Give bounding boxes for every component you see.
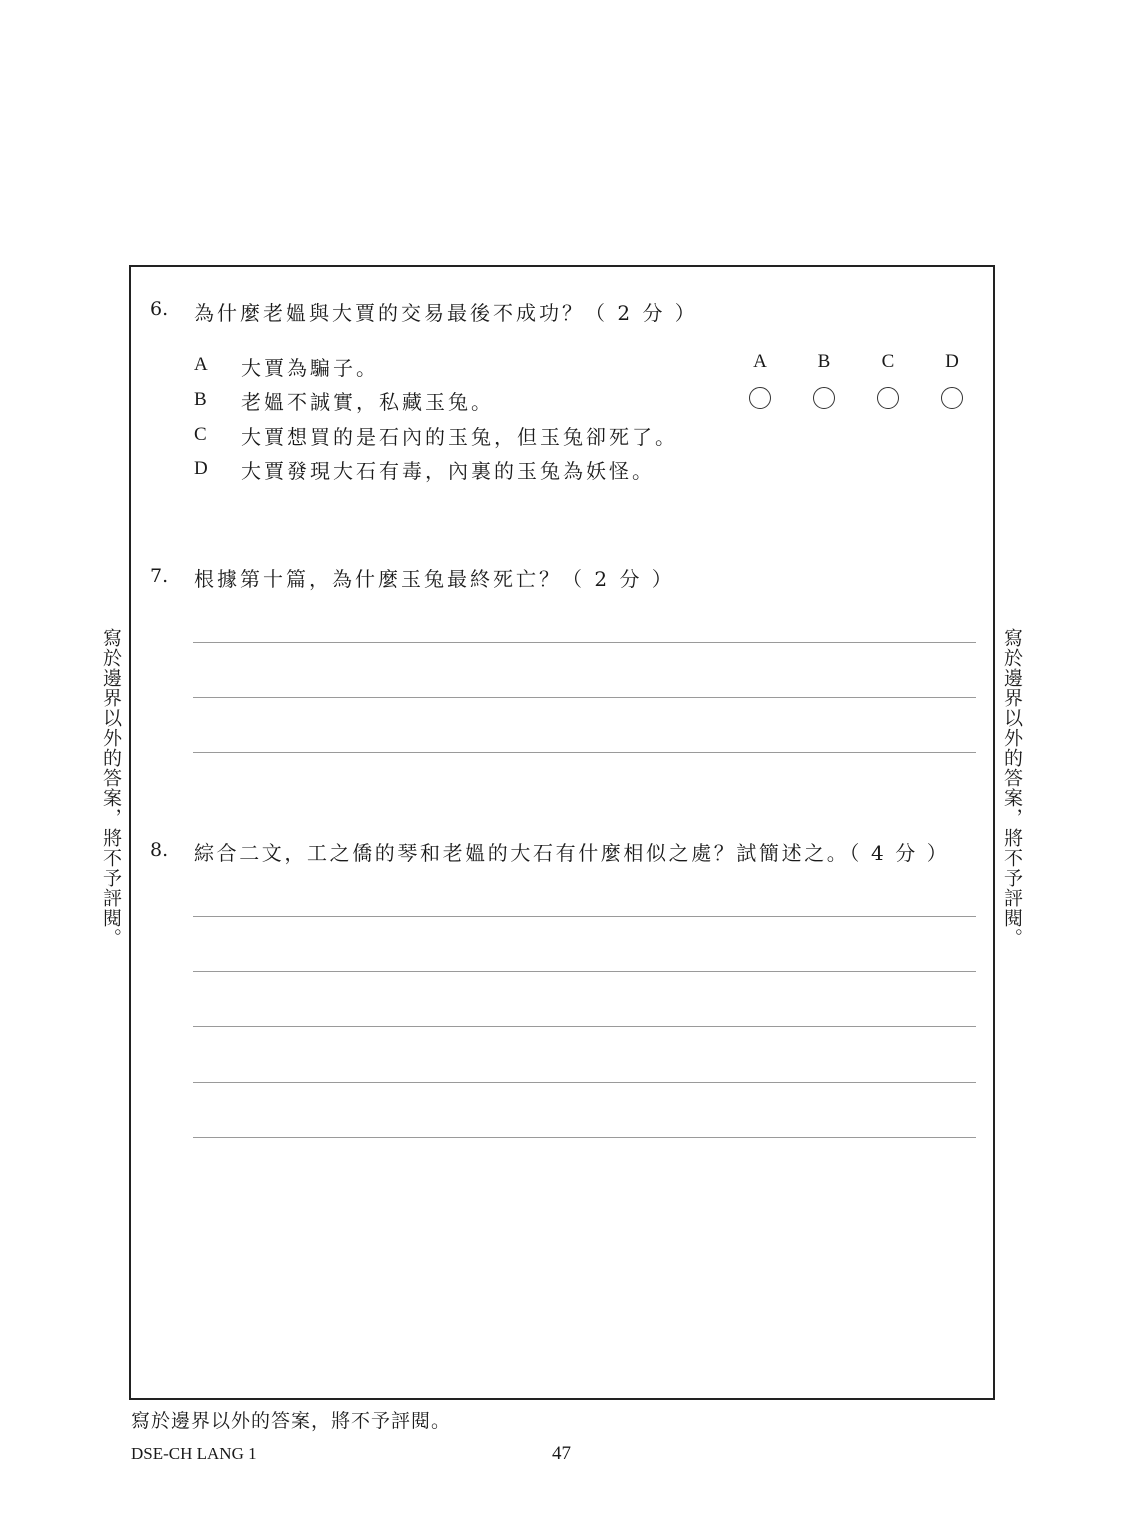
answer-line-q8-4[interactable] [193,1082,976,1083]
question-8-text: 綜合二文，工之僑的琴和老媼的大石有什麼相似之處？試簡述之。（ 4 分 ） [194,841,950,865]
answer-line-q7-3[interactable] [193,752,976,753]
option-c-letter: C [194,424,207,445]
answer-line-q7-1[interactable] [193,642,976,643]
answer-bubble-c[interactable] [877,387,899,409]
question-8-number: 8. [150,839,169,861]
option-c-text: 大賈想買的是石內的玉兔，但玉兔卻死了。 [241,425,678,449]
answer-label-c: C [881,351,895,372]
option-d-letter: D [194,458,208,479]
option-a-letter: A [194,354,208,375]
question-7-text: 根據第十篇，為什麼玉兔最終死亡？（ 2 分 ） [194,567,675,591]
answer-bubble-b[interactable] [813,387,835,409]
option-b-text: 老媼不誠實，私藏玉兔。 [241,390,494,414]
paper-code: DSE-CH LANG 1 [131,1444,257,1463]
question-6-number: 6. [150,298,169,320]
answer-line-q8-1[interactable] [193,916,976,917]
answer-bubble-a[interactable] [749,387,771,409]
option-d-text: 大賈發現大石有毒，內裏的玉兔為妖怪。 [241,459,655,483]
left-margin-note: 寫於邊界以外的答案，將不予評閱。 [100,628,122,948]
option-a-text: 大賈為騙子。 [241,356,379,380]
answer-line-q8-2[interactable] [193,971,976,972]
answer-label-d: D [945,351,959,372]
page-number: 47 [552,1443,571,1464]
answer-line-q7-2[interactable] [193,697,976,698]
question-7-number: 7. [150,565,169,587]
answer-bubble-d[interactable] [941,387,963,409]
right-margin-note: 寫於邊界以外的答案，將不予評閱。 [1001,628,1023,948]
answer-line-q8-5[interactable] [193,1137,976,1138]
answer-line-q8-3[interactable] [193,1026,976,1027]
footer-warning-note: 寫於邊界以外的答案，將不予評閱。 [131,1410,452,1432]
option-b-letter: B [194,389,207,410]
question-6-text: 為什麼老媼與大賈的交易最後不成功？（ 2 分 ） [194,301,698,325]
answer-label-b: B [817,351,831,372]
answer-label-a: A [753,351,767,372]
